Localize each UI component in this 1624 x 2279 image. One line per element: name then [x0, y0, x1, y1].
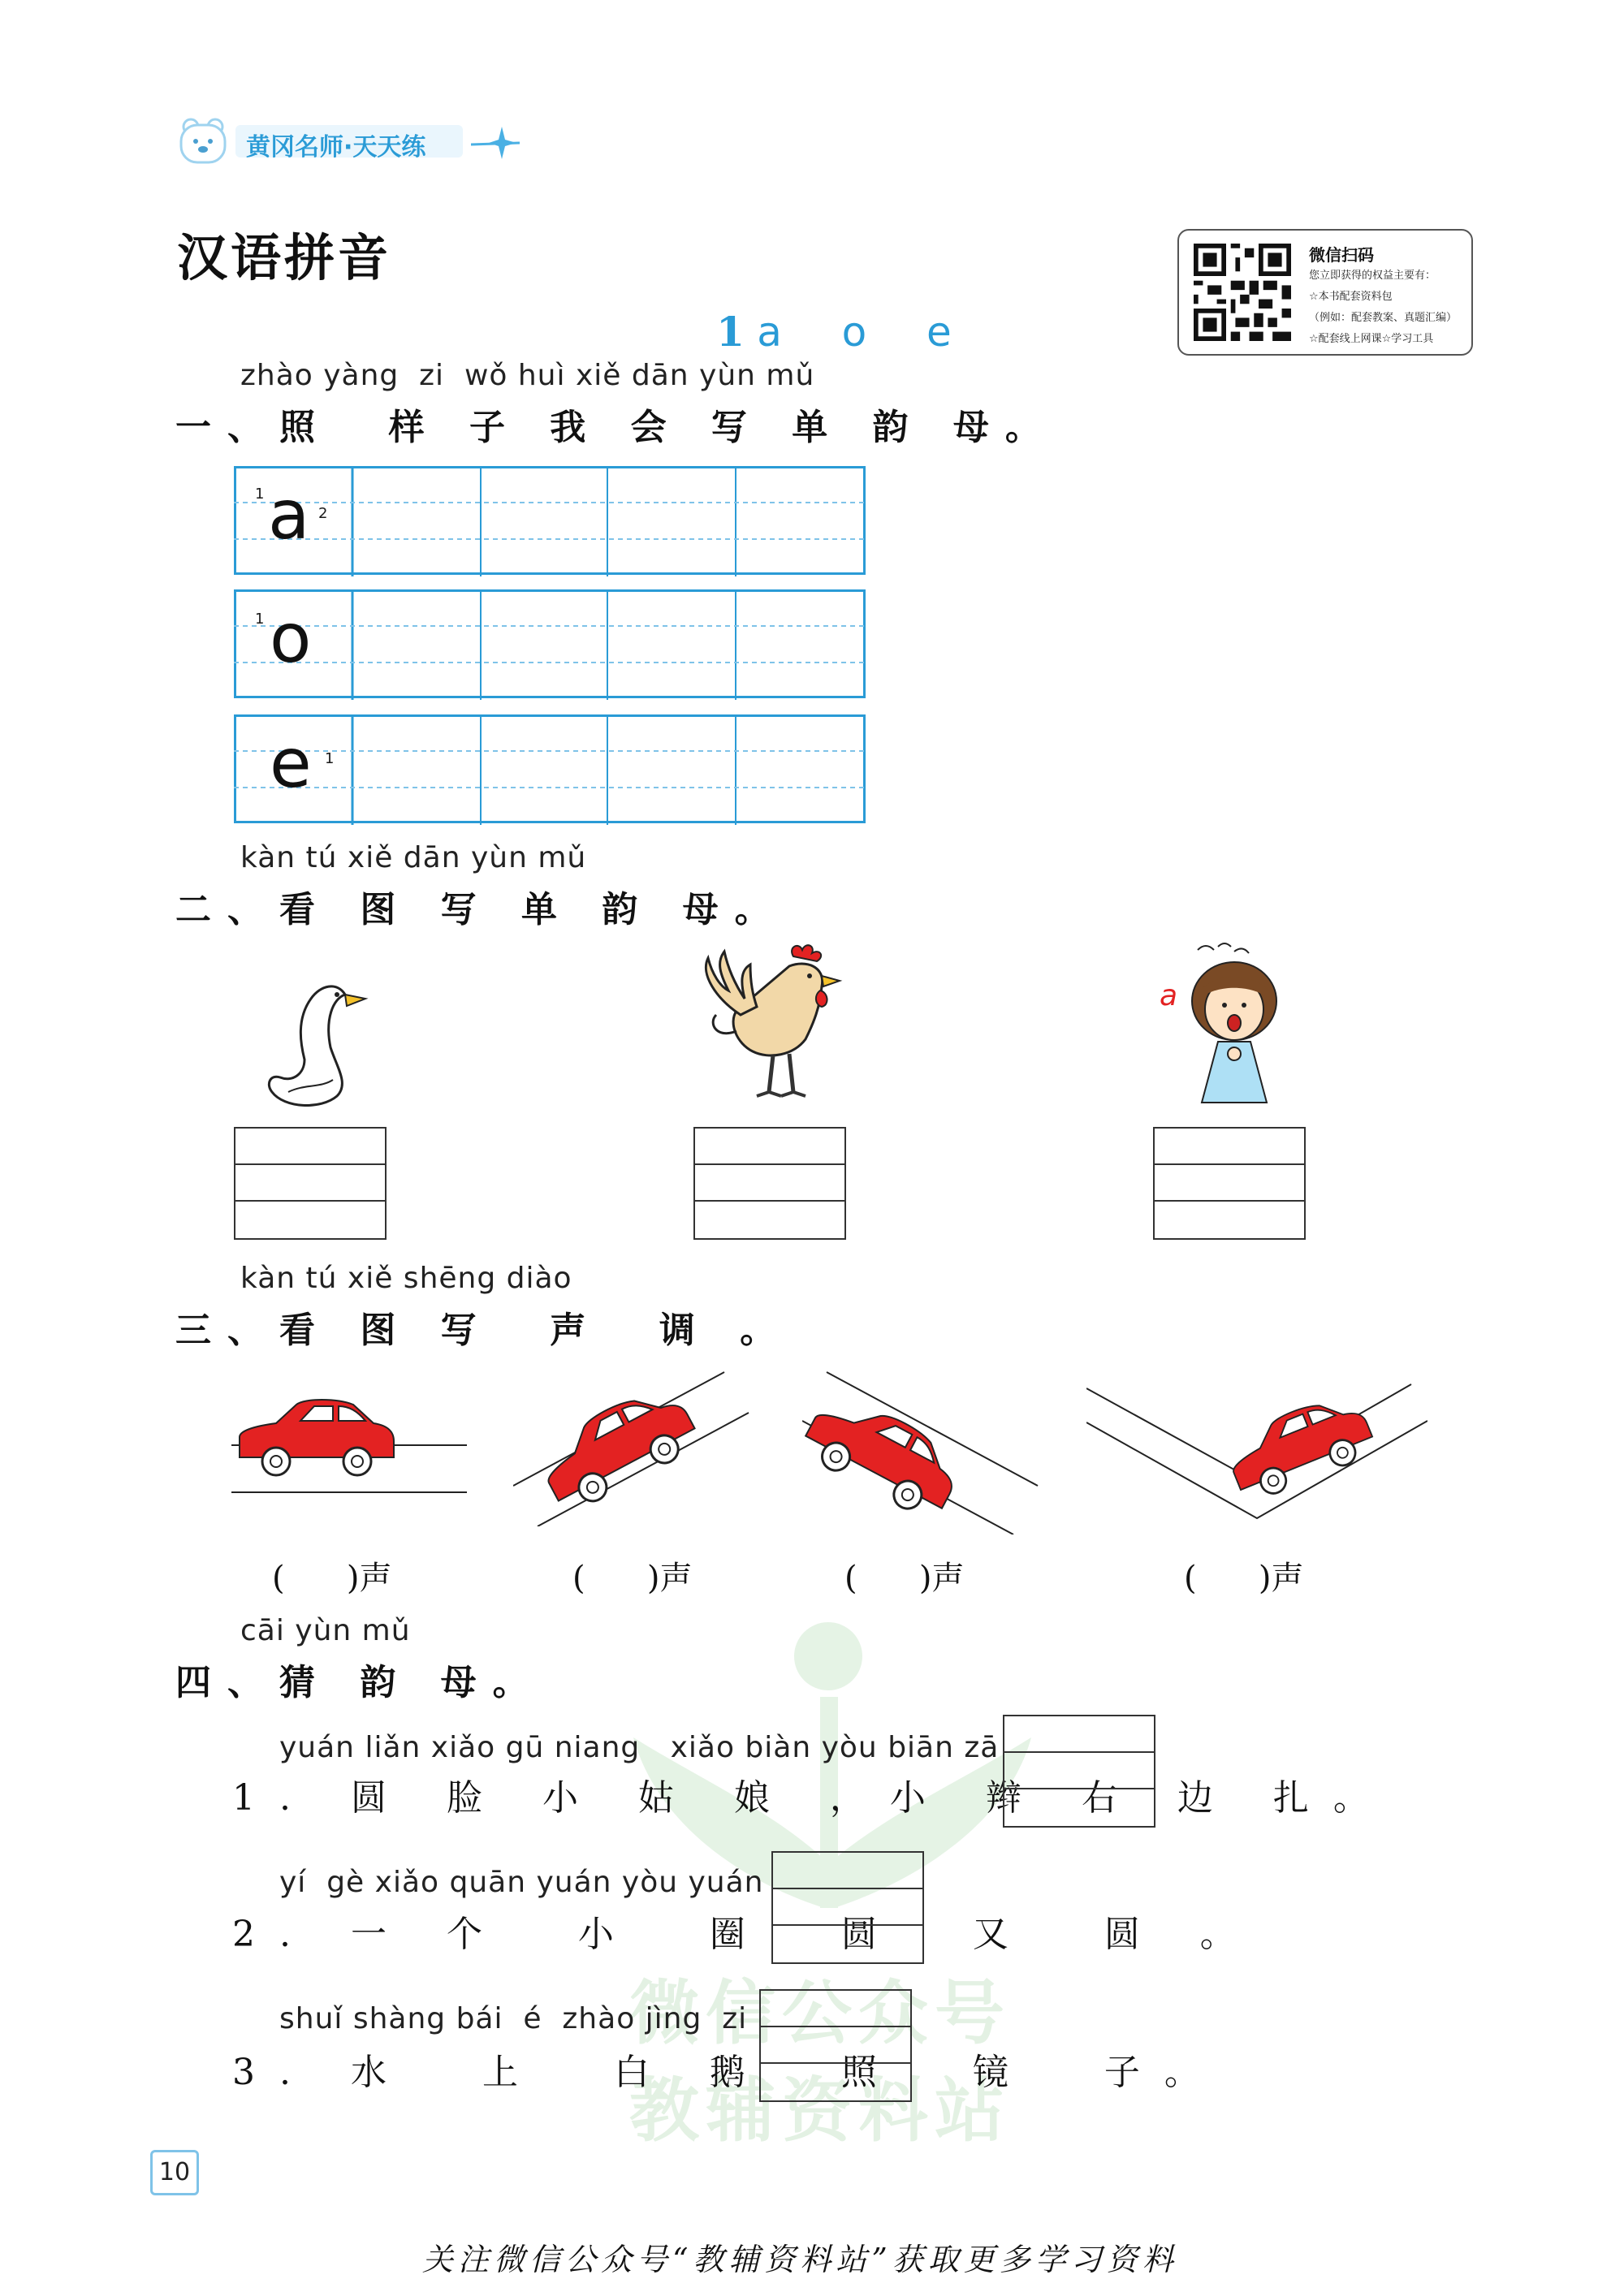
page-number-badge — [150, 2150, 199, 2195]
car-rising-illustration — [513, 1364, 757, 1526]
section3-pinyin: kàn tú xiě shēng diào — [240, 1262, 572, 1295]
stroke-mark-o-1: 1 — [255, 611, 265, 628]
qr-line-1: 您立即获得的权益主要有： — [1309, 270, 1436, 282]
lesson-heading — [708, 292, 963, 356]
tone-answer-1[interactable]: ( )声 — [272, 1560, 392, 1597]
riddle-3-pinyin: shuǐ shàng bái é zhào jìng zi — [279, 2002, 748, 2035]
header-brand — [175, 120, 516, 166]
qr-line-4: ☆配套线上网课☆学习工具 — [1309, 333, 1434, 345]
page-number: 10 — [158, 2158, 191, 2186]
qr-line-2: ☆本书配套资料包 — [1309, 291, 1393, 303]
lesson-letters: a o e — [757, 309, 963, 356]
riddle-2-answer-box[interactable] — [771, 1851, 924, 1964]
riddle-3-text: 3. 水 上 白 鹅 照 镜 子。 — [232, 2052, 1224, 2093]
car-flat-illustration — [231, 1380, 475, 1502]
footer-note: 关注微信公众号“教辅资料站”获取更多学习资料 — [422, 2242, 1178, 2277]
rooster-illustration — [692, 942, 854, 1104]
stroke-mark-e-1: 1 — [325, 750, 335, 767]
lesson-number: 1 — [716, 308, 745, 356]
riddle-1-pinyin: yuán liǎn xiǎo gū niang xiǎo biàn yòu biān zā — [279, 1731, 1000, 1764]
grid-row-o[interactable] — [234, 589, 867, 700]
riddle-2-text: 2. 一 个 小 圈 圆 又 圆 。 — [232, 1914, 1260, 1955]
goose-illustration — [256, 970, 378, 1116]
section4-title: 四、猜 韵 母。 — [175, 1662, 545, 1703]
answer-box-girl[interactable] — [1153, 1127, 1306, 1240]
car-falling-illustration — [802, 1356, 1046, 1534]
stroke-mark-a-1: 1 — [255, 486, 265, 503]
section2-title: 二、看 图 写 单 韵 母。 — [175, 889, 787, 930]
tone-answer-4[interactable]: ( )声 — [1184, 1560, 1304, 1597]
grid-row-e[interactable] — [234, 714, 867, 825]
qr-code-icon — [1194, 244, 1291, 341]
sparkle-icon — [471, 120, 520, 161]
model-letter-o: o — [270, 598, 312, 678]
singing-girl-illustration — [1153, 940, 1299, 1111]
section1-pinyin: zhào yàng zi wǒ huì xiě dān yùn mǔ — [240, 359, 815, 392]
section1-title: 一、照 样 子 我 会 写 单 韵 母。 — [175, 407, 1057, 448]
sing-letter: a — [1160, 979, 1178, 1012]
page-title: 汉语拼音 — [177, 228, 392, 287]
riddle-2-pinyin: yí gè xiǎo quān yuán yòu yuán — [279, 1866, 764, 1899]
bear-logo-icon — [175, 115, 231, 167]
answer-box-goose[interactable] — [234, 1127, 387, 1240]
riddle-1-text: 1. 圆 脸 小 姑 娘 ，小 辫 右 边 扎。 — [232, 1777, 1393, 1819]
qr-panel[interactable] — [1177, 229, 1473, 356]
section4-pinyin: cāi yùn mǔ — [240, 1614, 411, 1647]
stroke-mark-a-2: 2 — [318, 505, 328, 522]
watermark-line-2: 教辅资料站 — [629, 2070, 1011, 2152]
qr-title: 微信扫码 — [1309, 245, 1374, 265]
watermark-line-1: 微信公众号 — [629, 1973, 1011, 2054]
riddle-1-answer-box[interactable] — [1003, 1715, 1155, 1828]
answer-box-rooster[interactable] — [693, 1127, 846, 1240]
model-letter-a: a — [268, 475, 310, 555]
riddle-3-answer-box[interactable] — [759, 1989, 912, 2102]
car-dip-illustration — [1086, 1372, 1427, 1534]
brand-text: 黄冈名师·天天练 — [246, 133, 426, 162]
model-letter-e: e — [270, 723, 312, 803]
qr-line-3: （例如：配套教案、真题汇编） — [1309, 312, 1458, 324]
section2-pinyin: kàn tú xiě dān yùn mǔ — [240, 841, 587, 874]
section3-title: 三、看 图 写 声 调 。 — [175, 1310, 793, 1351]
tone-answer-3[interactable]: ( )声 — [844, 1560, 965, 1597]
tone-answer-2[interactable]: ( )声 — [572, 1560, 693, 1597]
grid-row-a[interactable] — [234, 466, 867, 576]
